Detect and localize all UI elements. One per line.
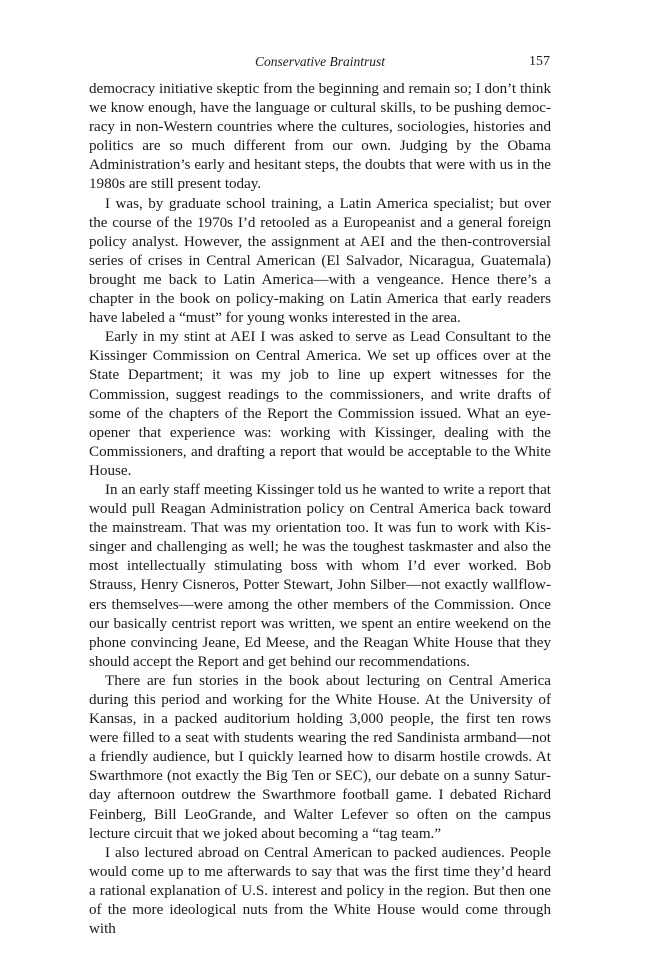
paragraph-lecturing-abroad: I also lectured abroad on Central American to packed audiences. People would come up to me afterwards to say that was the first time they’d heard a rational explanation of U.S. interest and policy in the region. But then one of the more ideological nuts from the White House would come through with bbox=[89, 844, 551, 938]
paragraph-lecturing-stories: There are fun stories in the book about lecturing on Central America during this period and working for the White House. At the University of Kansas, in a packed auditorium holding 3,000 people, the first ten rows were filled to a seat with students wearing the red Sandinista armband—not a friendly audience, but I quickly learned how to disarm hostile crowds. At Swarthmore (not exactly the Big Ten or SEC), our debate on a sunny Saturday afternoon outdrew the Swarthmore football game. I debated Richard Feinberg, Bill LeoGrande, and Walter Lefever so often on the campus lecture circuit that we joked about becoming a “tag team.” bbox=[89, 672, 551, 842]
paragraph-staff-meeting: In an early staff meeting Kissinger told us he wanted to write a report that would pull Reagan Administration policy on Central America back toward the mainstream. That was my orientation too. It was fun to work with Kissinger and challenging as well; he was the toughest taskmaster and also the most intellectually stimulating boss with whom I’d ever worked. Bob Strauss, Henry Cisneros, Potter Stewart, John Silber—not exactly wallflowers themselves—were among the other members of the Commission. Once our basically centrist report was written, we spent an entire weekend on the phone convincing Jeane, Ed Meese, and the Reagan White House that they should accept the Report and get behind our recommendations. bbox=[89, 481, 551, 670]
paragraph-continued: democracy initiative skeptic from the beginning and remain so; I don’t think we know enough, have the language or cultural skills, to be pushing democracy in non-Western countries where the cultures, sociologies, histories and politics are so much different from our own. Judging by the Obama Administration’s early and hesitant steps, the doubts that were with us in the 1980s are still present today. bbox=[89, 81, 551, 193]
running-header bbox=[90, 52, 550, 72]
body-text bbox=[89, 80, 551, 939]
running-title: Conservative Braintrust bbox=[254, 54, 386, 69]
paragraph-kissinger-commission: Early in my stint at AEI I was asked to serve as Lead Consultant to the Kissinger Commission on Central America. We set up offices over at the State Department; it was my job to line up expert witnesses for the Commission, suggest readings to the commissioners, and write drafts of some of the chapters of the Report the Commission issued. What an eye-opener that experience was: working with Kissinger, dealing with the Commissioners, and drafting a report that would be acceptable to the White House. bbox=[89, 329, 551, 479]
page-number: 157 bbox=[529, 54, 550, 69]
paragraph-latin-america-specialist: I was, by graduate school training, a Latin America specialist; but over the course of the 1970s I’d retooled as a Europeanist and a general foreign policy analyst. However, the assignment at AEI and the then-controversial series of crises in Central American (El Salvador, Nicaragua, Guatemala) brought me back to Latin America—with a vengeance. Hence there’s a chapter in the book on policy-making on Latin America that early readers have labeled a “must” for young wonks interested in the area. bbox=[89, 195, 551, 327]
